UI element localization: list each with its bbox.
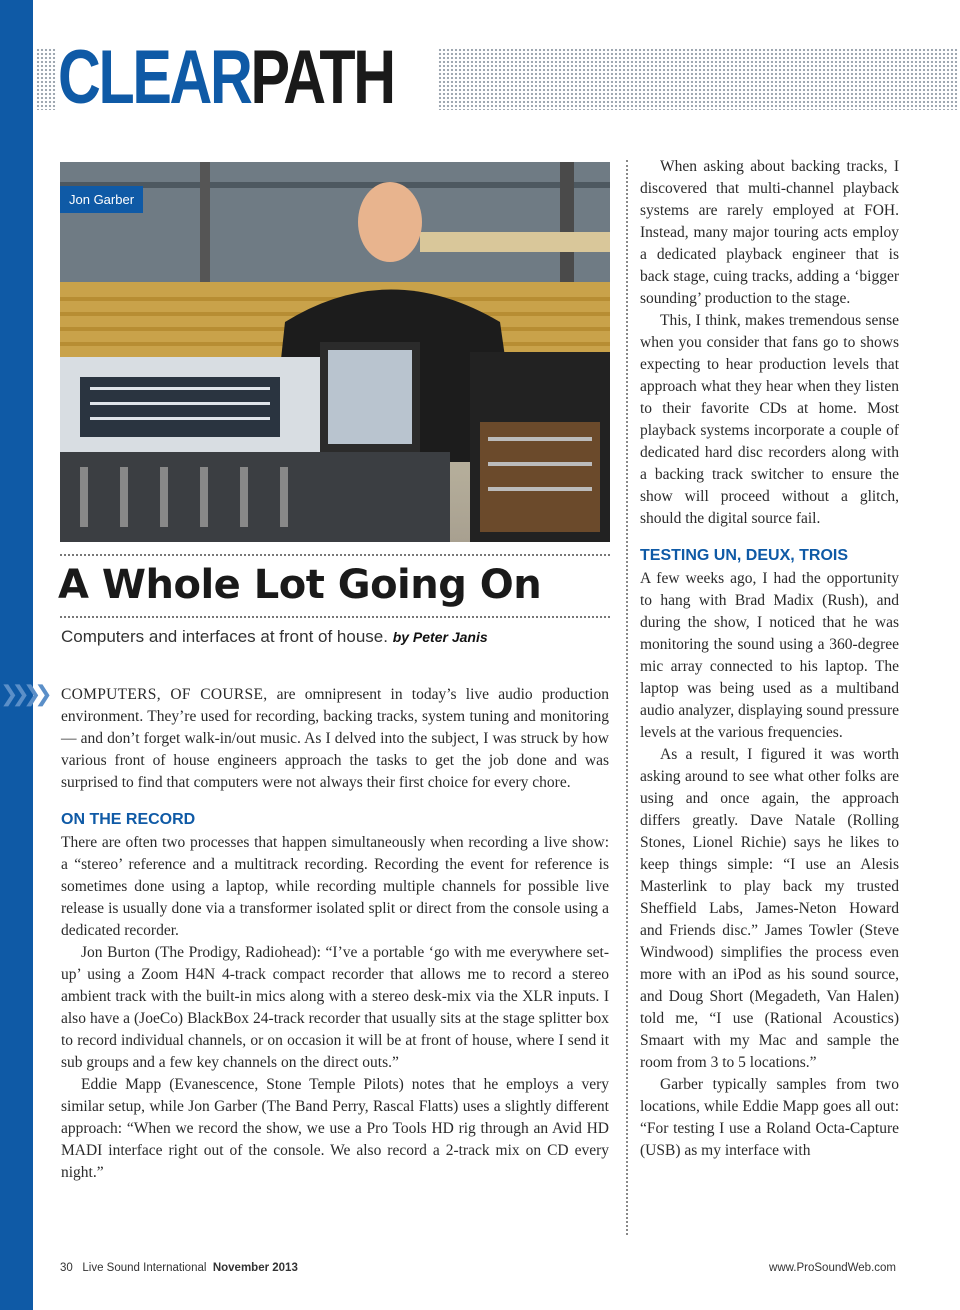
publication-name: Live Sound International bbox=[82, 1262, 207, 1274]
deck-text: Computers and interfaces at front of house. bbox=[61, 627, 388, 646]
body-paragraph: A few weeks ago, I had the opportunity to hang with Brad Madix (Rush), and during the show, I noticed that he was monitoring the sound using a 360-degree mic array connected to his laptop. The laptop was being used as a multiband audio analyzer, displaying sound pressure levels at the various frequencies. bbox=[640, 570, 899, 741]
photo-caption: Jon Garber bbox=[60, 186, 143, 213]
body-paragraph: Eddie Mapp (Evanescence, Stone Temple Pilots) notes that he employs a very similar setup, while Jon Garber (The Band Perry, Rascal Flatts) uses a slightly different approach: “When we record the show, we use a Pro Tools HD rig through an Avid HD MADI interface right out of the console. We also record a 2-track mix on CD every night.” bbox=[61, 1076, 609, 1181]
footer-right bbox=[769, 1262, 896, 1274]
page-number: 30 bbox=[60, 1262, 73, 1274]
right-column bbox=[640, 156, 899, 1162]
headline-rule-bottom bbox=[60, 616, 610, 618]
body-paragraph: When asking about backing tracks, I discovered that multi-channel playback systems are rarely employed at FOH. Instead, many major touring acts employ a dedicated playback engineer that is back stage, cuing tracks, adding a ‘bigger sounding’ production to the stage. bbox=[640, 158, 899, 307]
section-logo bbox=[58, 35, 394, 120]
body-paragraph: Garber typically samples from two locations, while Eddie Mapp goes all out: “For testing I use a Roland Octa-Capture (USB) as my interface with bbox=[640, 1076, 899, 1159]
issue-date: November 2013 bbox=[212, 1262, 298, 1274]
masthead-dot-pattern-right bbox=[438, 48, 958, 110]
article-headline: A Whole Lot Going On bbox=[58, 562, 542, 608]
column-divider bbox=[626, 160, 628, 1235]
photo-illustration bbox=[60, 162, 610, 542]
left-column bbox=[61, 684, 609, 1184]
lead-arrows-icon: ❯❯❯❯ bbox=[0, 682, 46, 707]
left-accent-bar bbox=[0, 0, 33, 1310]
logo-path: PATH bbox=[250, 35, 394, 120]
website-link[interactable]: www.ProSoundWeb.com bbox=[769, 1262, 896, 1274]
byline: by Peter Janis bbox=[392, 629, 488, 645]
article-deck bbox=[61, 627, 488, 647]
body-paragraph: As a result, I figured it was worth asking around to see what other folks are using and once again, the approach differs greatly. Dave Natale (Rolling Stones, Lionel Richie) says he likes to keep things simple: “I use an Alesis Masterlink to play back my trusted Sheffield Labs, James-Neton Howard and Friends disc.” James Towler (Steve Windwood) simplifies the process even more with an iPod as his sound source, and Doug Short (Megadeth, Van Halen) told me, “I use (Rational Acoustics) Smaart with my Mac and sample the room from 3 to 5 locations.” bbox=[640, 746, 899, 1071]
footer-left bbox=[60, 1262, 298, 1274]
body-paragraph: This, I think, makes tremendous sense when you consider that fans go to shows expecting to hear production levels that approach what they hear when they listen to their favorite CDs at home. Most playback systems incorporate a couple of dedicated hard disc recorders along with a backing track switcher to ensure the show will proceed without a glitch, should the digital source fail. bbox=[640, 312, 899, 527]
logo-clear: CLEAR bbox=[58, 35, 251, 120]
lead-in-caps: COMPUTERS, OF COURSE, bbox=[61, 686, 268, 703]
body-paragraph: There are often two processes that happen simultaneously when recording a live show: a “stereo’ reference and a multitrack recording. Recording the event for reference is sometimes done using a laptop, while recording multiple channels for possible live release is usually done via a transformer isolated split or direct from the console using a dedicated recorder. bbox=[61, 834, 609, 939]
section-heading: TESTING UN, DEUX, TROIS bbox=[640, 547, 849, 564]
masthead-dot-pattern-left bbox=[36, 48, 56, 110]
section-heading: ON THE RECORD bbox=[61, 811, 196, 828]
headline-rule-top bbox=[60, 554, 610, 556]
body-paragraph bbox=[61, 684, 609, 794]
body-paragraph: Jon Burton (The Prodigy, Radiohead): “I’ve a portable ‘go with me everywhere set-up’ using a Zoom H4N 4-track compact recorder that allows me to record a stereo ambient track with the built-in mics along with a stereo desk-mix via the XLR inputs. I also have a (JoeCo) BlackBox 24-track recorder that usually sits at the stage splitter box to record individual channels, or on occasion it will be at front of house, where I send it sub groups and a few key channels on the direct outs.” bbox=[61, 944, 609, 1071]
lead-paragraph-text: are omnipresent in today’s live audio production environment. They’re used for recording, backing tracks, system tuning and monitoring — and don’t forget walk-in/out music. As I delved into the subject, I was struck by how various front of house engineers approach the tasks to get the job done and was surprised to find that computers were not always their first choice for every chore. bbox=[61, 686, 609, 791]
article-photo bbox=[60, 162, 610, 542]
